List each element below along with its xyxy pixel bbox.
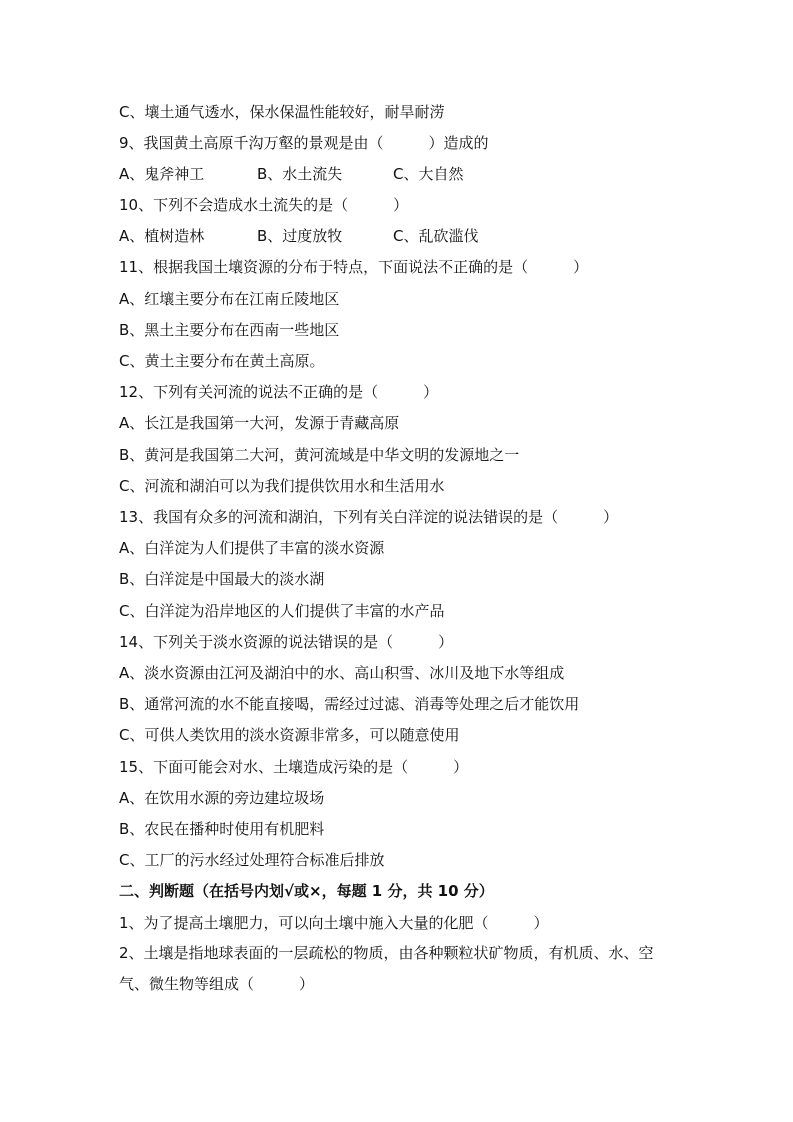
judge-question-1: 1、为了提高土壤肥力，可以向土壤中施入大量的化肥（ ）: [119, 914, 549, 932]
q9-option-c: C、大自然: [393, 165, 464, 183]
q11-option-c: C、黄土主要分布在黄土高原。: [119, 352, 325, 370]
q11-option-a: A、红壤主要分布在江南丘陵地区: [119, 290, 340, 308]
question-10: 10、下列不会造成水土流失的是（ ）: [119, 196, 409, 214]
q10-option-c: C、乱砍滥伐: [393, 227, 479, 245]
q13-option-c: C、白洋淀为沿岸地区的人们提供了丰富的水产品: [119, 602, 445, 620]
q10-option-a: A、植树造林: [119, 227, 205, 245]
judge-question-2: 2、土壤是指地球表面的一层疏松的物质，由各种颗粒状矿物质，有机质、水、空气、微生物等组成（ ）: [119, 944, 654, 993]
q13-option-b: B、白洋淀是中国最大的淡水湖: [119, 570, 325, 588]
q9-option-b: B、水土流失: [257, 165, 343, 183]
q9-option-a: A、鬼斧神工: [119, 165, 205, 183]
q12-option-b: B、黄河是我国第二大河，黄河流域是中华文明的发源地之一: [119, 446, 520, 464]
question-9: 9、我国黄土高原千沟万壑的景观是由（ ）造成的: [119, 134, 489, 152]
question-12: 12、下列有关河流的说法不正确的是（ ）: [119, 383, 439, 401]
q14-option-a: A、淡水资源由江河及湖泊中的水、高山积雪、冰川及地下水等组成: [119, 664, 565, 682]
q15-option-c: C、工厂的污水经过处理符合标准后排放: [119, 851, 385, 869]
q12-option-a: A、长江是我国第一大河，发源于青藏高原: [119, 414, 400, 432]
q14-option-b: B、通常河流的水不能直接喝，需经过过滤、消毒等处理之后才能饮用: [119, 695, 580, 713]
section-2-heading: 二、判断题（在括号内划√或×，每题 1 分，共 10 分）: [119, 882, 494, 900]
q10-option-b: B、过度放牧: [257, 227, 343, 245]
question-15: 15、下面可能会对水、土壤造成污染的是（ ）: [119, 758, 469, 776]
q12-option-c: C、河流和湖泊可以为我们提供饮用水和生活用水: [119, 477, 445, 495]
question-11: 11、根据我国土壤资源的分布于特点，下面说法不正确的是（ ）: [119, 258, 589, 276]
q8-option-c: C、壤土通气透水，保水保温性能较好，耐旱耐涝: [119, 103, 445, 121]
question-13: 13、我国有众多的河流和湖泊，下列有关白洋淀的说法错误的是（ ）: [119, 508, 619, 526]
question-14: 14、下列关于淡水资源的说法错误的是（ ）: [119, 633, 454, 651]
q15-option-b: B、农民在播种时使用有机肥料: [119, 820, 325, 838]
q15-option-a: A、在饮用水源的旁边建垃圾场: [119, 789, 325, 807]
q13-option-a: A、白洋淀为人们提供了丰富的淡水资源: [119, 539, 385, 557]
q14-option-c: C、可供人类饮用的淡水资源非常多，可以随意使用: [119, 726, 460, 744]
q11-option-b: B、黑土主要分布在西南一些地区: [119, 321, 340, 339]
